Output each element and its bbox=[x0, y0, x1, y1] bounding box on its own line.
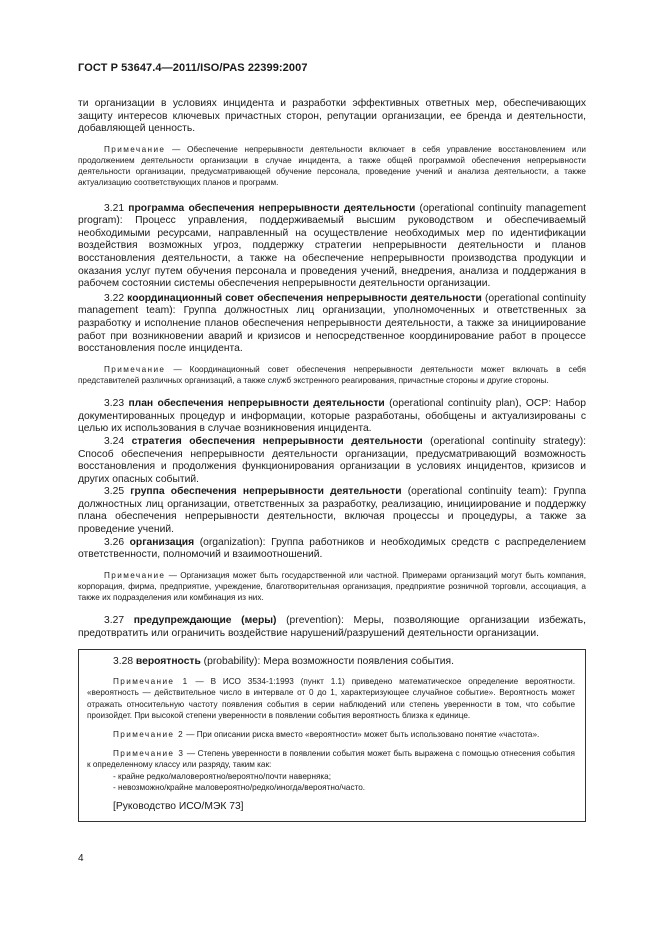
note-label: Примечание bbox=[104, 364, 166, 374]
term-definition: (operational continuity management program): Процесс управления, поддерживаемый высшим руководством и обеспечиваемый необходимыми ресурсами, направленный на осуществление необходимых мер по идентификации воздействия возможных угроз, поддержку стратегии непрерывности деятельности и планов восстановления деятельности, а также на обеспечение непрерывности производства продукции и оказания услуг путем обучения персонала и проведения учений, внедрения, анализа и поддержания в рабочем состоянии системы обеспечения непрерывности деятельности организации. bbox=[78, 202, 586, 290]
term-number: 3.26 bbox=[104, 536, 125, 548]
intro-paragraph: ти организации в условиях инцидента и разработки эффективных ответных мер, обеспечивающих защиту интересов ключевых причастных сторон, репутации организации, ее бренда и деятельности, добавляющей ценность. bbox=[78, 98, 586, 135]
term-name: план обеспечения непрерывности деятельности bbox=[128, 398, 385, 410]
list-item: - невозможно/крайне маловероятно/редко/иногда/вероятно/часто. bbox=[113, 782, 366, 792]
term-definition: (operational continuity management team): Группа должностных лиц организации, уполномоченных и ответственных за разработку и исполнение планов обеспечения непрерывности деятельности, а также за инициирование работ при возникновении аварий и кризисов и непосредственное координирование работ в процессе восстановления после инцидента. bbox=[78, 292, 586, 355]
note-label: Примечание bbox=[104, 144, 166, 154]
note-text: — В ИСО 3534-1:1993 (пункт 1.1) приведено математическое определение вероятности. «вероятность — действительное число в интервале от 0 до 1, характеризующее случайное событие». Вероятность может отражать относительную частоту появления события в серии наблюдений или степень уверенности в том, что событие произойдет. При высокой степени уверенности в появлении события вероятность близка к единице. bbox=[87, 677, 575, 720]
term-number: 3.25 bbox=[104, 486, 125, 498]
term-number: 3.22 bbox=[104, 292, 125, 304]
term-name: группа обеспечения непрерывности деятельности bbox=[130, 486, 402, 498]
note-label: Примечание 1 bbox=[113, 677, 189, 687]
probability-scale-list bbox=[87, 771, 575, 793]
note-label: Примечание 2 bbox=[113, 730, 185, 740]
term-name: стратегия обеспечения непрерывности деятельности bbox=[131, 435, 423, 447]
note-text: — Степень уверенности в появлении события может быть выражена с помощью отнесения события к определенному классу или разряду, таким как: bbox=[87, 749, 575, 770]
document-page bbox=[78, 62, 586, 822]
term-number: 3.24 bbox=[104, 435, 125, 447]
term-3-27 bbox=[78, 615, 586, 640]
term-3-25 bbox=[78, 486, 586, 536]
term-definition: (organization): Группа работников и необходимых средств с распределением ответственности, полномочий и взаимоотношений. bbox=[78, 536, 586, 561]
term-name: координационный совет обеспечения непрерывности деятельности bbox=[127, 292, 482, 304]
note-text: — Обеспечение непрерывности деятельности включает в себя управление восстановлением или продолжением деятельности организации в случае инцидента, а также общей программой обеспечения непрерывности деятельности организации, предусматривающей обучение персонала, проведение учений и анализа деятельности, а также актуализацию соответствующих планов и программ. bbox=[78, 144, 586, 188]
term-number: 3.27 bbox=[104, 615, 125, 627]
note-text: — Организация может быть государственной или частной. Примерами организаций могут быть компания, корпорация, фирма, предприятие, учреждение, благотворительная организация, предприятие розничной торговли, ассоциация, а также их подразделения или комбинация из них. bbox=[78, 570, 586, 603]
note-3-22 bbox=[78, 364, 586, 386]
note-label: Примечание 3 bbox=[113, 749, 185, 759]
page-number: 4 bbox=[78, 853, 84, 864]
list-item: - крайне редко/маловероятно/вероятно/почти наверняка; bbox=[113, 771, 331, 781]
term-3-22 bbox=[78, 293, 586, 356]
term-name: предупреждающие (меры) bbox=[133, 615, 277, 627]
note-label: Примечание bbox=[104, 570, 166, 580]
term-3-26 bbox=[78, 537, 586, 562]
term-number: 3.23 bbox=[104, 398, 125, 410]
term-number: 3.28 bbox=[113, 655, 134, 667]
note-3-20 bbox=[78, 144, 586, 189]
term-name: вероятность bbox=[135, 655, 201, 667]
note-3-26 bbox=[78, 570, 586, 604]
note-3-28-3 bbox=[87, 748, 575, 770]
term-definition: (operational continuity plan), OCP: Набор документированных процедур и информации, которые разработаны, обобщены и актуализированы с целью их использования в случае возникновения инцидента. bbox=[78, 398, 586, 435]
term-definition: (operational continuity team): Группа должностных лиц организации, ответственных за разработку, реализацию, инициирование и поддержку плана обеспечения непрерывности деятельности, включая процессы и процедуры, а также за проведение учений. bbox=[78, 486, 586, 536]
note-text: — При описании риска вместо «вероятности» может быть использовано понятие «частота». bbox=[184, 730, 540, 740]
document-header: ГОСТ Р 53647.4—2011/ISO/PAS 22399:2007 bbox=[78, 62, 308, 74]
term-3-28 bbox=[87, 656, 575, 669]
term-definition: (probability): Мера возможности появления события. bbox=[200, 655, 454, 667]
term-definition: (prevention): Меры, позволяющие организации избежать, предотвратить или ограничить воздействие нарушений/разрушений деятельности организации. bbox=[78, 615, 586, 640]
note-text: — Координационный совет обеспечения непрерывности деятельности может включать в себя представителей различных организаций, а также служб экстренного реагирования, причастные стороны и другие стороны. bbox=[78, 364, 586, 385]
term-name: организация bbox=[129, 536, 195, 548]
term-3-28-box bbox=[78, 649, 586, 822]
reference: [Руководство ИСО/МЭК 73] bbox=[113, 801, 244, 813]
term-3-23 bbox=[78, 398, 586, 436]
note-3-28-1 bbox=[87, 676, 575, 721]
term-number: 3.21 bbox=[104, 202, 125, 214]
term-definition: (operational continuity strategy): Способ обеспечения непрерывности деятельности организации, предусматривающий возможность восстановления и продолжения функционирования организации в условиях инцидентов, кризисов и других опасных событий. bbox=[78, 435, 586, 485]
term-3-24 bbox=[78, 436, 586, 486]
note-3-28-2 bbox=[87, 729, 575, 740]
term-3-21 bbox=[78, 203, 586, 291]
term-name: программа обеспечения непрерывности деятельности bbox=[128, 202, 416, 214]
